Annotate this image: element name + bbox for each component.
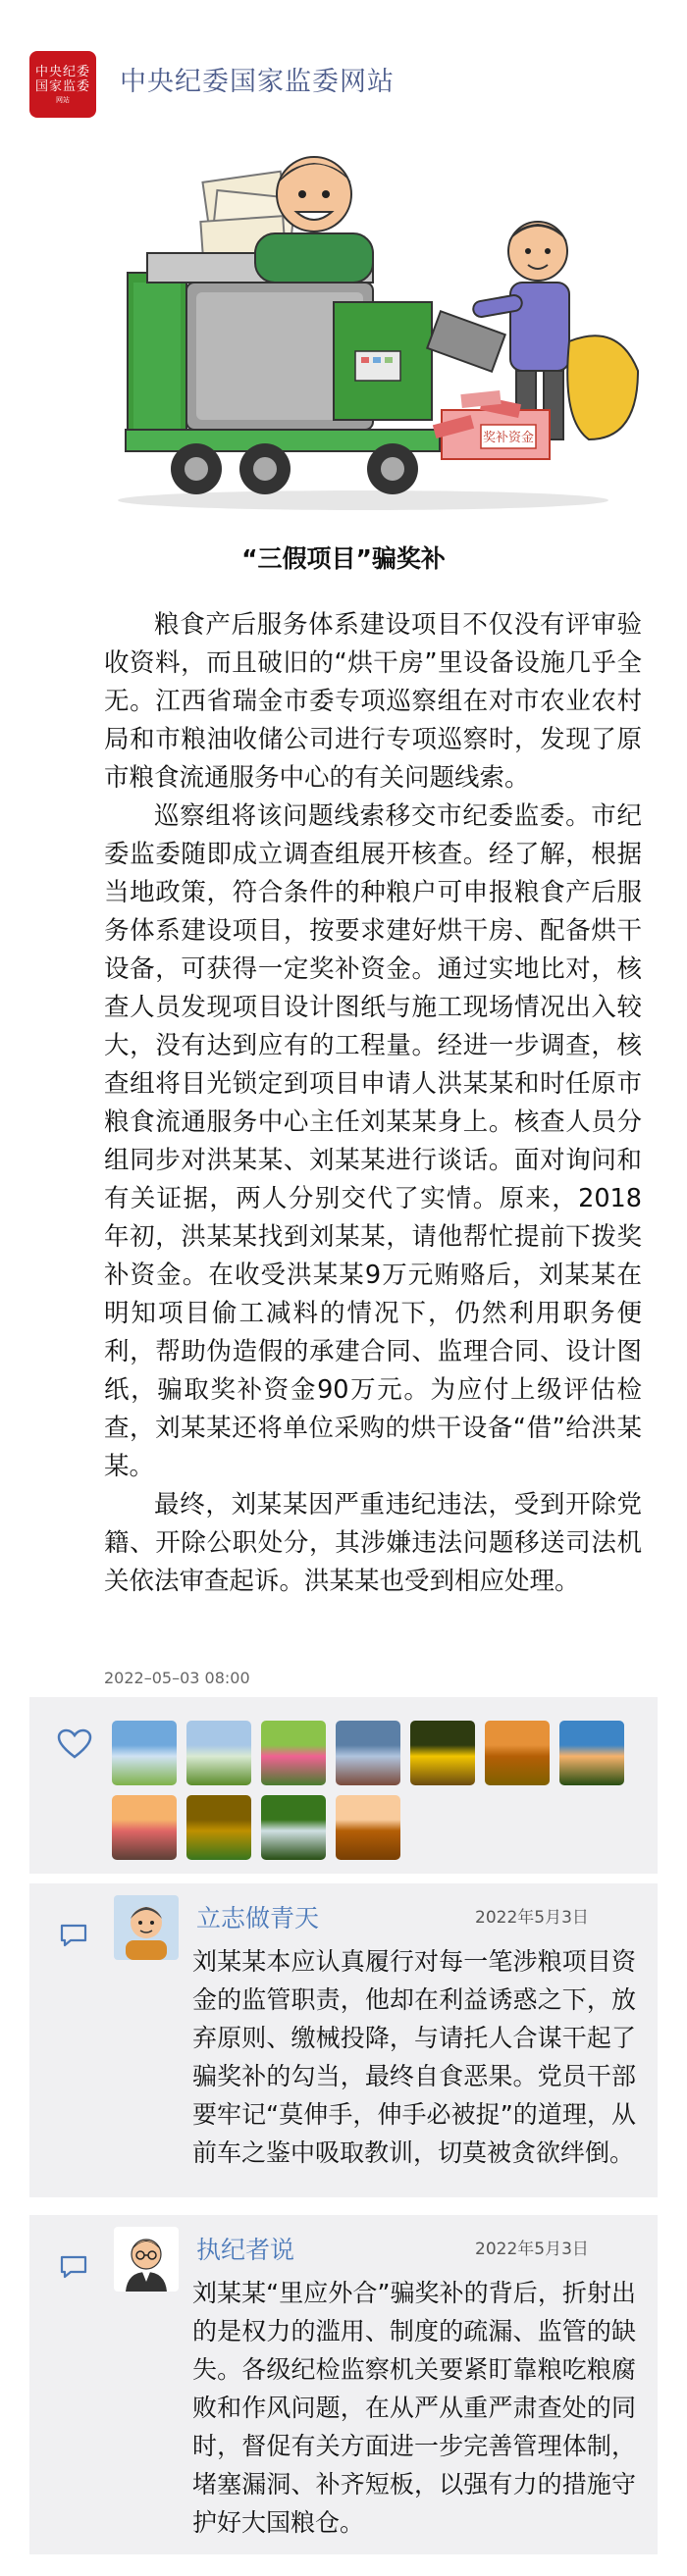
avatar-waterfall[interactable] [261, 1795, 326, 1860]
avatar-sea-sunset[interactable] [559, 1721, 624, 1785]
likes-panel [29, 1697, 658, 1874]
comment-bubble-icon[interactable] [59, 1923, 88, 1948]
avatar-meadow[interactable] [112, 1721, 177, 1785]
article-paragraph: 粮食产后服务体系建设项目不仅没有评审验收资料，而且破旧的“烘干房”里设备设施几乎全无。江西省瑞金市委专项巡察组在对市农业农村局和市粮油收储公司进行专项巡察时，发现了原市粮食流通服务中心的有关问题线索。 [104, 610, 642, 793]
comment-text: 刘某某本应认真履行对每一笔涉粮项目资金的监管职责，他却在利益诱惑之下，放弃原则、缴械投降，与请托人合谋干起了骗奖补的勾当，最终自食恶果。党员干部要牢记“莫伸手，伸手必被捉”的道理，从前车之鉴中吸取教训，切莫被贪欲绊倒。 [192, 1947, 636, 2167]
logo-text-line1: 中央纪委 [34, 64, 90, 79]
comment-date: 2022年5月3日 [475, 1908, 589, 1928]
avatar-desert[interactable] [336, 1795, 400, 1860]
commenter-avatar[interactable] [114, 1895, 179, 1960]
article-paragraph: 最终，刘某某因严重违纪违法，受到开除党籍、开除公职处分，其涉嫌违法问题移送司法机关依法审查起诉。洪某某也受到相应处理。 [104, 1490, 642, 1596]
logo-text-line2: 国家监委 [34, 78, 90, 94]
money-sign-label: 奖补资金 [482, 431, 535, 445]
publish-date: 2022–05–03 08:00 [104, 1669, 250, 1687]
comment-card [29, 1883, 658, 2197]
site-logo[interactable] [29, 51, 96, 118]
comment-date: 2022年5月3日 [475, 2240, 589, 2259]
article-paragraph: 巡察组将该问题线索移交市纪委监委。市纪委监委随即成立调查组展开核查。经了解，根据当地政策，符合条件的种粮户可申报粮食产后服务体系建设项目，按要求建好烘干房、配备烘干设备，可获得一定奖补资金。通过实地比对，核查人员发现项目设计图纸与施工现场情况出入较大，没有达到应有的工程量。经进一步调查，核查组将目光锁定到项目申请人洪某某和时任原市粮食流通服务中心主任刘某某身上。核查人员分组同步对洪某某、刘某某进行谈话。面对询问和有关证据，两人分别交代了实情。原来，2018年初，洪某某找到刘某某，请他帮忙提前下拨奖补资金。在收受洪某某9万元贿赂后，刘某某在明知项目偷工减料的情况下，仍然利用职务便利，帮助伪造假的承建合同、监理合同、设计图纸，骗取奖补资金90万元。为应付上级评估检查，刘某某还将单位采购的烘干设备“借”给洪某某。 [104, 801, 642, 1481]
avatar-tree-field[interactable] [186, 1795, 251, 1860]
commenter-avatar[interactable] [114, 2227, 179, 2292]
avatar-lake-sunset[interactable] [112, 1795, 177, 1860]
article-cartoon [108, 126, 650, 518]
heart-icon[interactable] [57, 1728, 92, 1760]
site-header [29, 51, 658, 122]
comment-text: 刘某某“里应外合”骗奖补的背后，折射出的是权力的滥用、制度的疏漏、监管的缺失。各级纪检监察机关要紧盯靠粮吃粮腐败和作风问题，在从严从重严肃查处的同时，督促有关方面进一步完善管理体制，堵塞漏洞、补齐短板，以强有力的措施守护好大国粮仓。 [192, 2279, 636, 2537]
avatar-grassland[interactable] [186, 1721, 251, 1785]
avatar-sunflower[interactable] [410, 1721, 475, 1785]
avatar-rocks[interactable] [336, 1721, 400, 1785]
logo-text-line3: 网站 [56, 95, 70, 104]
comment-card [29, 2215, 658, 2554]
commenter-name[interactable]: 立志做青天 [196, 1904, 320, 1932]
avatar-flowers[interactable] [261, 1721, 326, 1785]
commenter-name[interactable]: 执纪者说 [196, 2236, 295, 2264]
article-title: “三假项目”骗奖补 [241, 544, 446, 573]
article-body [104, 606, 642, 1601]
comment-bubble-icon[interactable] [59, 2254, 88, 2280]
avatar-autumn-road[interactable] [485, 1721, 550, 1785]
site-name[interactable]: 中央纪委国家监委网站 [120, 67, 395, 97]
